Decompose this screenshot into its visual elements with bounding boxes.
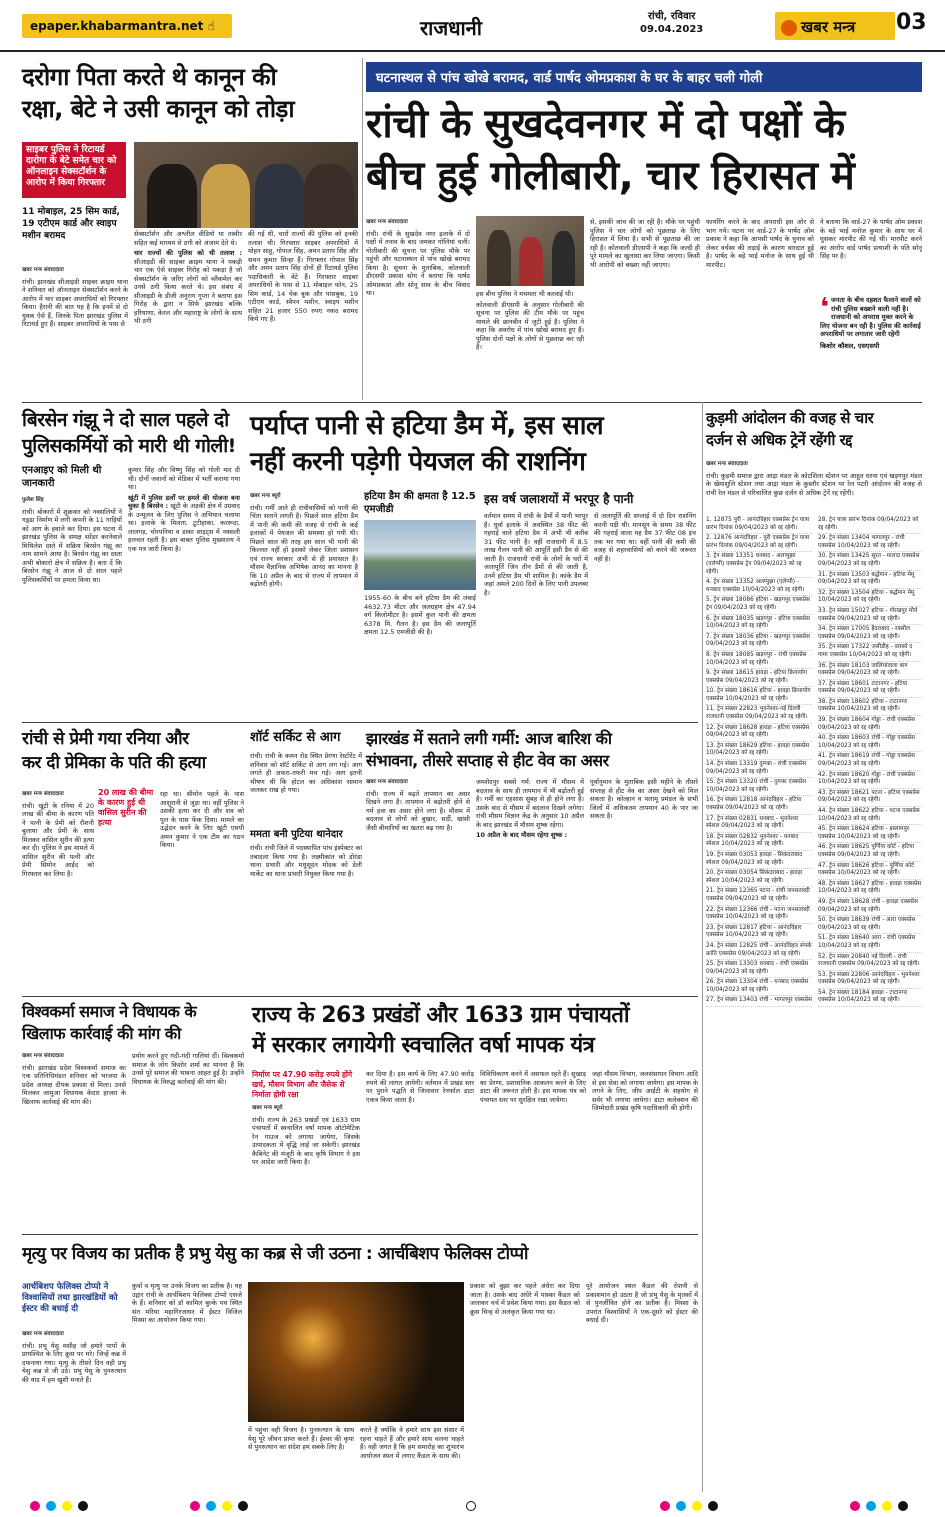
- subhead: खूंटी में पुलिस डर्लों पर हमले की योजना बना चुका है बिरसेन :: [128, 493, 240, 510]
- maoist-col-1: [22, 496, 122, 716]
- paragraph: कोतवाली डीएसपी के अनुसार गोलीबारी की सूचना पर पुलिस की टीम मौके पर पहुंच मामले की छानबीन में जुटी हुई है। पुलिस ने कहा कि अवरोध में पांच खोखे बरामद हुए हैं। पुलिस दोनों पक्षों के लोगों से पूछताछ कर रही है।: [476, 300, 584, 351]
- firing-blue-banner: घटनास्थल से पांच खोखे बरामद, वार्ड पार्षद ओमप्रकाश के घर के बाहर चली गोली: [366, 62, 922, 92]
- police-seized-items: 11 मोबाइल, 25 सिम कार्ड, 19 एटीएम कार्ड और स्वाइप मशीन बरामद: [22, 207, 120, 241]
- registration-dot: [882, 1501, 892, 1511]
- photo-caption: इस बीच पुलिस ने मचमता भी करवाई थी।: [476, 290, 574, 298]
- photo-caption: 1955-60 के बीच बने हटिया डैम की लंबाई 4632.73 मीटर और जलग्रहण क्षेत्र 47.94 वर्ग किलोमीटर है। इसमें कुल पानी की क्षमता 6378 मि. गैलन है। इस डैम की जलापूर्ति क्षमता 12.5 एमजीडी की है।: [364, 594, 476, 636]
- cancelled-train-item: 36. ट्रेन संख्या 18103 जालियांवाला बाग एक्सप्रेस 09/04/2023 को रद्द रहेगी।: [818, 662, 922, 680]
- paragraph: रांची। झारखंड सीआइडी साइबर क्राइम थाना ने शनिवार को ऑनलाइन सेक्सटॉर्शन करने के आरोप में चार साइबर अपराधियों को गिरफ्तार किया। हैरानी की बात यह है कि इनमें से दो युवक ऐसे हैं, जिनके पिता झारखंड पुलिस में रिटायर्ड हुए हैं। साइबर अपराधियों के पास से: [22, 277, 128, 328]
- person-figure: [147, 164, 196, 229]
- brand-mark-icon: [781, 20, 797, 36]
- water-reservoirs-subhead: इस वर्ष जलाशयों में भरपूर है पानी: [484, 492, 634, 506]
- paragraph: रांची। रांची के कमन रोड स्थित प्रेरणा रेस्टोरेंट में शनिवार को शॉर्ट सर्किट से आग लग गई। आग लगते ही अफरा-तफरी मच गई। आग इतनी भीषण थी कि होटल का अधिकांश सामान जलकर राख हो गया।: [250, 752, 362, 794]
- subhead: 10 अप्रैल के बाद मौसम रहेगा शुष्क :: [476, 831, 568, 839]
- heat-col-1: [366, 778, 470, 990]
- firing-col-5: [820, 218, 922, 288]
- city-day: रांची, रविवार: [647, 11, 696, 22]
- edition-date: [640, 10, 703, 36]
- fire-subhead: ममता बनी पुटिया थानेदार: [250, 829, 343, 840]
- cancelled-train-item: 39. ट्रेन संख्या 18604 गोड्डा - रांची एक्सप्रेस 09/04/2023 को रद्द रहेगी।: [818, 716, 922, 734]
- byline: खबर मन्त्र संवाददाता: [22, 1053, 64, 1059]
- paragraph: खूंटी के अड़की क्षेत्र में उग्रवाद के उन्मूलन के लिए पुलिस ने अभियान चलाया था। इलाके के मिलता, टुटीहाका, कररूदा, लालगड़, चोरपनिया व डाका साइट्स में नक्सली हलचल रहती है। इस बाबत पुलिस मुख्यालय ने एक पत्र जारी किया है।: [128, 502, 240, 553]
- cancelled-train-item: 24. ट्रेन संख्या 12825 रांची - आनंदविहार संपर्क क्रांति एक्सप्रेस 09/04/2023 को रद्द रहेगी।: [706, 942, 812, 960]
- paragraph: रांची। गर्मी आते ही रांचीवासियों को पानी की चिंता सताने लगती है। पिछले साल हटिया डैम में पानी की कमी की वजह से रांची के कई इलाकों में पेयजल की समस्या हो गयी थी। पिछले साल की तरह इस साल भी पानी की किल्लत नहीं हो इसको लेकर जिला प्रशासन एवं राज्य सरकार अभी से ही प्रयासरत है। मौसम वैज्ञानिक अभिषेक आनंद का मानना है कि 10 अप्रैल के बाद से राज्य में तापमान में बढ़ोतरी होगी।: [250, 503, 358, 588]
- rain-gauge-headline-1: राज्य के 263 प्रखंडों और 1633 ग्राम पंचायतों: [252, 1003, 630, 1028]
- paragraph: रांची। रांची के सुखदेव नगर इलाके में दो पक्षों में तनाव के बाद जमकर गोलियां चलीं। गोलीबारी की सूचना पर पुलिस मौके पर पहुंची और घटनास्थल से पांच खोखे बरामद किया है। सूचना के मुताबिक, कोतवाली डीएसपी प्रकाश सोय ने बताया कि पार्षद ओमप्रकाश और सोनू साव के बीच विवाद था।: [366, 229, 470, 297]
- divider: [22, 402, 922, 403]
- cancelled-train-item: 27. ट्रेन संख्या 13403 रांची - भागलपुर एक्सप्रेस: [706, 996, 812, 1007]
- brand-name: खबर मन्त्र: [801, 18, 856, 36]
- vishwakarma-col-2: [132, 1052, 244, 1228]
- firing-scene-photo: [476, 216, 584, 286]
- maoist-headline-1: बिरसेन गंझू ने दो साल पहले दो: [22, 409, 229, 431]
- cancelled-train-item: 1. 12875 पुरी - आनंदविहार एक्सप्रेस ट्रेन यात्रा प्रारंभ दिनांक 09/04/2023 को रद्द रहेगी।: [706, 516, 812, 534]
- cancelled-train-item: 53. ट्रेन संख्या 22806 आनंदविहार - भुवनेश्वर एक्सप्रेस 09/04/2023 को रद्द रहेगी।: [818, 971, 922, 989]
- murder-col-1: [22, 790, 94, 990]
- person-figure: [487, 230, 511, 286]
- trains-headline-1: कुड़मी आंदोलन की वजह से चार: [706, 409, 874, 427]
- paragraph: पूरे आयोजन स्थल कैंडल की रोशनी से प्रकाशमान हो उठता है जो प्रभु येसु के मृतकों में से पुनर्जीवित होने का प्रतीक है। मिस्सा के उपरांत विश्वासियों ने एक-दूसरे को ईस्टर की बधाई दी।: [586, 1282, 698, 1324]
- paragraph: वर्तमान समय में रांची के डैमों में पानी भरपूर है। धुर्वा इलाके में अवस्थित 38 फीट की गहराई वाले हटिया डैम में अभी भी करीब 31 फीट पानी है। वहीं राजधानी में 8.5 लाख गैलन पानी की आपूर्ति इसी डैम से की जाती है। राजधानी रांची के लोगों के घरों में जलापूर्ति जिन तीन डैमों से की जाती है, उनमें हटिया डैम भी शामिल है। कांके डैम में जहां अमले 200 दिनों के लिए पानी उपलब्ध है।: [484, 512, 588, 597]
- registration-dot: [78, 1501, 88, 1511]
- cancelled-train-item: 14. ट्रेन संख्या 13319 दुमका - रांची एक्सप्रेस 09/04/2023 को रद्द रहेगी।: [706, 760, 812, 778]
- fire-headline: शॉर्ट सर्किट से आग: [250, 730, 341, 745]
- vishwakarma-headline-2: खिलाफ कार्रवाई की मांग की: [22, 1024, 181, 1043]
- cancelled-train-item: 42. ट्रेन संख्या 18620 गोड्डा - रांची एक्सप्रेस 10/04/2023 को रद्द रहेगी।: [818, 771, 922, 789]
- registration-dot: [46, 1501, 56, 1511]
- cancelled-train-item: 47. ट्रेन संख्या 18626 हटिया - पूर्णिया कोर्ट एक्सप्रेस 10/04/2023 को रद्द रहेगी।: [818, 862, 922, 880]
- byline: खबर मन्त्र संवाददाता: [22, 267, 64, 273]
- cancelled-train-item: 34. ट्रेन संख्या 17005 हैदराबाद - रक्सौल एक्सप्रेस 09/04/2023 को रद्द रहेगी।: [818, 625, 922, 643]
- paragraph: की गई थी, चारों राज्यों की पुलिस को इनकी तलाश थी। गिरफ्तार साइबर अपराधियों में मोहन साहू, गोपाल सिंह, अमन प्रताप सिंह और सचन कुमार सिन्हा हैं। गिरफ्तार गोपाल सिंह और अमन प्रताप सिंह दोनों ही रिटायर्ड पुलिस पदाधिकारी के बेटे हैं। गिरफ्तार साइबर अपराधियों के पास से 11 मोबाइल फोन, 25 सिम कार्ड, 14 चेक बुक और पासबुक, 19 एटीएम कार्ड, स्वैपन मशीन, स्वाइप मशीन सहित 21 हजार 550 रुपए नकद बरामद किये गए हैं।: [248, 230, 358, 323]
- registration-dot: [190, 1501, 200, 1511]
- maoist-subhead: एनआइए को मिली थी जानकारी: [22, 465, 102, 489]
- byline: खबर मन्त्र संवाददाता: [706, 461, 748, 467]
- cancelled-train-item: 11. ट्रेन संख्या 22823 भुवनेश्वर-नई दिल्ली राजधानी एक्सप्रेस 09/04/2023 को रद्द रहेगी।: [706, 705, 812, 723]
- paragraph: कर दिया है। इस कार्य के लिए 47.90 करोड़ रुपये की लागत आयेगी। वर्तमान में प्रखंड स्तर पर पुराने पद्धति से जिलावार रेनफॉल डाटा एकत्र किया जाता है।: [366, 1070, 474, 1104]
- cancelled-train-item: 26. ट्रेन संख्या 13304 रांची - धनबाद एक्सप्रेस 10/04/2023 को रद्द रहेगी।: [706, 978, 812, 996]
- cancelled-trains-list-left: [706, 516, 812, 1490]
- firing-col-4: [706, 218, 814, 398]
- section-title: राजधानी: [420, 16, 482, 40]
- water-col-2: [364, 594, 476, 716]
- cancelled-train-item: 8. ट्रेन संख्या 18085 खड़गपुर - रांची एक्सप्रेस 10/04/2023 को रद्द रहेगी।: [706, 651, 812, 669]
- byline: खबर मन्त्र ब्यूरो: [250, 493, 281, 499]
- cancelled-train-item: 37. ट्रेन संख्या 18601 टाटानगर - हटिया एक्सप्रेस 09/04/2023 को रद्द रहेगी।: [818, 680, 922, 698]
- paragraph: कुर्वा व मृत्यु पर उनके विजय का प्रतीक है। यह उद्गार रांची के आर्चबिशप फेलिक्स टोप्पो एसजे के हैं। शनिवार को डॉ कामिल बुल्के पथ स्थित संत मरिया महागिरजाघर में ईस्टर विजिल मिस्सा का आयोजन किया गया।: [132, 1282, 242, 1324]
- rain-gauge-headline-2: में सरकार लगायेगी स्वचालित वर्षा मापक यंत्र: [252, 1033, 595, 1058]
- fire-col-2: [250, 844, 362, 990]
- cancelled-train-item: 35. ट्रेन संख्या 17322 जसीडीह - वास्को द गामा एक्सप्रेस 10/04/2023 को रद्द रहेगी।: [818, 643, 922, 661]
- divider: [22, 996, 698, 997]
- vishwakarma-col-1: [22, 1052, 126, 1228]
- heat-headline-2: संभावना, तीसरे सप्ताह से हीट वेव का असर: [366, 751, 609, 770]
- person-figure: [201, 164, 250, 229]
- murder-red-inset: 20 लाख की बीमा के कारण हुई थी वासिल सुरीन की हत्या: [98, 788, 154, 827]
- cancelled-train-item: 52. ट्रेन संख्या 20840 नई दिल्ली - रांची राजधानी एक्सप्रेस 09/04/2023 को रद्द रहेगी।: [818, 953, 922, 971]
- cancelled-train-item: 22. ट्रेन संख्या 12366 रांची - पटना जनशताब्दी एक्सप्रेस 10/04/2023 को रद्द रहेगी।: [706, 906, 812, 924]
- paragraph: से जलापूर्ति की सप्लाई में दो दिन राशनिंग करनी पड़ी थी। मानसून के समय 38 फीट की गहराई वाला यह डैम 37 फीट 08 इंच तक भर गया था। वहीं पानी की कमी की वजह से शहरवासियों को करने की जरूरत नहीं है।: [594, 512, 696, 563]
- cancelled-train-item: 48. ट्रेन संख्या 18627 हटिया - हावड़ा एक्सप्रेस 10/04/2023 को रद्द रहेगी।: [818, 880, 922, 898]
- cancelled-train-item: 29. ट्रेन संख्या 13404 भागलपुर - रांची एक्सप्रेस 10/04/2023 को रद्द रहेगी।: [818, 534, 922, 552]
- murder-headline-2: कर दी प्रेमिका के पति की हत्या: [22, 753, 206, 773]
- column-rule: [702, 402, 703, 1492]
- water-capacity-subhead: हटिया डैम की क्षमता है 12.5 एमजीडी: [364, 491, 476, 515]
- cancelled-train-item: 12. ट्रेन संख्या 18628 हावड़ा - हटिया एक्सप्रेस 09/04/2023 को रद्द रहेगी।: [706, 724, 812, 742]
- byline: खबर मन्त्र संवाददाता: [22, 1331, 64, 1337]
- paragraph: रांची। कुड़मी समाज द्वारा आद्रा मंडल के कोटशिला स्टेशन पर आहूत धरना एवं खड़गपुर मंडल के खेमाशुलि स्टेशन तथा आद्रा मंडल के कुस्तौर स्टेशन पर रेल पटरी आंदोलन की वजह से रांची रेल मंडल से परिचालित कुछ दर्जन से अधिक ट्रेनें रद्द रहेंगी।: [706, 471, 922, 497]
- cancelled-train-item: 28. ट्रेन यात्रा प्रारंभ दिनांक 09/04/2023 को रद्द रहेगी।: [818, 516, 922, 534]
- cancelled-train-item: 7. ट्रेन संख्या 18036 हटिया - खड़गपुर एक्सप्रेस 09/04/2023 को रद्द रहेगी।: [706, 633, 812, 651]
- registration-dot: [708, 1501, 718, 1511]
- paragraph: रांची। खूंटी के रनिया में 20 लाख की बीमा के कारण पति ने पत्नी के प्रेमी को रौशनी बुलाया और प्रेमी के साथ मिलकर वासिल सुरीन की हत्या कर दी। पुलिस ने इस मामले में वासिल सुरीन की पत्नी और प्रेमी सिमोन आईंद को गिरफ्तार कर लिया है।: [22, 801, 94, 878]
- paragraph: जमशेदपुर सबसे गर्म: राज्य में मौसम में बदलाव के साथ ही तापमान में भी बढ़ोतरी हुई है। गर्मी का एहसास सुबह से ही होने लगा है। उसके बाद से मौसम में बदलाव दिखने लगेगा। रांची मौसम विज्ञान केंद्र के अनुसार 10 अप्रैल के बाद झारखंड में मौसम शुष्क रहेगा।: [476, 778, 584, 829]
- fire-col-1: [250, 752, 362, 822]
- rain-gauge-col-1: [252, 1104, 360, 1228]
- police-red-box: साइबर पुलिस ने रिटायर्ड दारोगा के बेटे समेत चार को ऑनलाइन सेक्सटॉर्शन के आरोप में किया गिरफ्तार: [22, 142, 126, 198]
- paragraph: प्रयोग करने हुए गंदी-गंदी गालियां दीं। विश्वकर्मा समाज के लोग किशोर शर्मा का मानना है कि उनसे पूरे समाज की भावना आहत हुई है। उन्होंने विधायक के विरुद्ध कार्रवाई की मांग की।: [132, 1052, 244, 1086]
- rain-gauge-subhead: निर्माण पर 47.90 करोड़ रुपये होंगे खर्च, मौसम विभाग और जैसेक से निर्माता होगी रक्षा: [252, 1070, 353, 1099]
- heat-headline-1: झारखंड में सताने लगी गर्मी: आज बारिश की: [366, 729, 612, 748]
- paragraph: फायरिंग करने के बाद अपराधी इस ओर से भाग गये। घटना पर वार्ड-27 के पार्षद ओम प्रकाश ने कहा कि आपसी पार्षद के चुनाव को लेकर वर्चस्व की लड़ाई के कारण वारदात हुई है। पार्षद के बड़े भाई मनोज के साथ हुई थी मारपीट।: [706, 218, 814, 269]
- police-headline-2: रक्षा, बेटे ने उसी कानून को तोड़ा: [22, 95, 295, 123]
- rain-gauge-col-2: [366, 1070, 474, 1228]
- cancelled-train-item: 51. ट्रेन संख्या 18640 आरा - रांची एक्सप्रेस 10/04/2023 को रद्द रहेगी।: [818, 934, 922, 952]
- murder-headline-1: रांची से प्रेमी गया रनिया और: [22, 729, 189, 749]
- heat-col-2: [476, 778, 584, 990]
- byline: खबर मन्त्र संवाददाता: [22, 791, 64, 797]
- paragraph: सेक्सटॉर्शन और अश्लील वीडियो या तस्वीर सहित कई माध्यम से ठगी को अंजाम देते थे।: [134, 230, 242, 247]
- easter-col-3: [248, 1426, 354, 1492]
- police-col-2: [134, 230, 242, 398]
- firing-col-1: [366, 218, 470, 398]
- registration-dot: [660, 1501, 670, 1511]
- cancelled-train-item: 43. ट्रेन संख्या 18621 पटना - हटिया एक्सप्रेस 09/04/2023 को रद्द रहेगी।: [818, 789, 922, 807]
- paragraph: रांची। प्रभु येसु मसीह जो हमारे पापों के प्रायश्चित के लिए क्रूस पर मरे। जिन्हें कब्र में दफनाया गया। मृत्यु के तीसरे दिन वही प्रभु येसु कब्र से जी उठे। प्रभु येसु के पुनरुत्थान की याद में हम खुशी मनाते हैं।: [22, 1341, 126, 1384]
- maoist-col-2: [128, 466, 240, 716]
- registration-dot: [866, 1501, 876, 1511]
- easter-col-2: [132, 1282, 242, 1492]
- heat-col-3: [590, 778, 698, 990]
- registration-crosshair-icon: [466, 1501, 476, 1511]
- brand-logo: [775, 12, 895, 40]
- cancelled-train-item: 17. ट्रेन संख्या 02831 धनबाद - भुवनेश्वर स्पेशल 09/04/2023 को रद्द रहेगी।: [706, 815, 812, 833]
- water-col-1: [250, 492, 358, 716]
- divider: [22, 1234, 698, 1235]
- subhead: चार राज्यों की पुलिस को थी तलाश :: [134, 249, 242, 257]
- quote-author: किशोर कौशल, एसएसपी: [820, 341, 880, 350]
- registration-dot: [62, 1501, 72, 1511]
- registration-dot: [238, 1501, 248, 1511]
- cancelled-train-item: 41. ट्रेन संख्या 18619 रांची - गोड्डा एक्सप्रेस 09/04/2023 को रद्द रहेगी।: [818, 752, 922, 770]
- registration-dot: [206, 1501, 216, 1511]
- firing-col-2: [476, 290, 584, 398]
- easter-col-6: [586, 1282, 698, 1492]
- ssp-quote: [820, 293, 922, 398]
- police-col-1: [22, 266, 128, 398]
- maoist-headline-2: पुलिसकर्मियों को मारी थी गोली!: [22, 435, 236, 457]
- easter-subhead: आर्चबिशप फेलिक्स टोप्पो ने विश्वासियों तथा झारखंडियों को ईस्टर की बधाई दी: [22, 1282, 118, 1314]
- easter-col-5: [470, 1282, 580, 1492]
- paragraph: रांची। रांची जिले में पदस्थापित पांच इंस्पेक्टर का तबादला किया गया है। लक्ष्मीकांत को डोरंडा थाना प्रभारी और मधुसूदन मोदक को डेली मार्केट का थाना प्रभारी नियुक्त किया गया है।: [250, 844, 362, 878]
- cursor-icon: ☝: [207, 19, 215, 33]
- site-url-badge[interactable]: [22, 14, 232, 38]
- column-rule: [362, 58, 363, 400]
- cancelled-train-item: 30. ट्रेन संख्या 13425 सूरत - मालदा एक्सप्रेस 09/04/2023 को रद्द रहेगी।: [818, 552, 922, 570]
- paragraph: कुमार सिंह और विष्णु सिंह को गोली मार दी थी। दोनों जवानों को मेडिका में भर्ती कराया गया था।: [128, 466, 240, 491]
- easter-col-4: [360, 1426, 464, 1492]
- firing-col-3: [590, 218, 700, 398]
- cancelled-train-item: 23. ट्रेन संख्या 12817 हटिया - आनंदविहार एक्सप्रेस 10/04/2023 को रद्द रहेगी।: [706, 924, 812, 942]
- print-registration-marks: [0, 1496, 945, 1517]
- date-text: 09.04.2023: [640, 24, 704, 35]
- paragraph: रांची। राज्य के 263 प्रखंडों एवं 1633 ग्राम पंचायतों में स्वचालित वर्षा मापक ऑटोमेटिक रेन गाउज को लगाया जायेगा, जिसके उत्पादकता में वृद्धि लाई जा सकेगी। झारखंड कैबिनेट की मंजूरी के बाद कृषि विभाग ने इस पर आदेश जारी किया है।: [252, 1115, 360, 1166]
- paragraph: रांची। राज्य में बढ़ते तापमान का असर दिखने लगा है। तापमान में बढ़ोतरी होने से गर्म हवा का असर होने लगा है। मौसम में बदलाव से लोगों को बुखार, सर्दी, खांसी जैसी बीमारियों का खतरा बढ़ गया है।: [366, 789, 470, 832]
- quote-mark-icon: ❛: [820, 293, 830, 323]
- cancelled-train-item: 18. ट्रेन संख्या 02832 भुवनेश्वर - धनबाद स्पेशल 10/04/2023 को रद्द रहेगी।: [706, 833, 812, 851]
- cancelled-train-item: 4. ट्रेन संख्या 13352 अलप्पुझा (एलेप्पी) - धनबाद एक्सप्रेस 10/04/2023 को रद्द रहेगी।: [706, 578, 812, 596]
- paragraph: में पहुंचा वही विजय है। पुनरुत्थान के साथ येसु पूरे जीवन प्राप्त करते हैं। ईश्वर की कृपा से पुनरुत्थान का संदेश हम सबके लिए है।: [248, 1426, 354, 1451]
- trains-intro: [706, 460, 922, 510]
- cancelled-train-item: 13. ट्रेन संख्या 18629 हटिया - हावड़ा एक्सप्रेस 10/04/2023 को रद्द रहेगी।: [706, 742, 812, 760]
- cancelled-train-item: 46. ट्रेन संख्या 18625 पूर्णिया कोर्ट - हटिया एक्सप्रेस 09/04/2023 को रद्द रहेगी।: [818, 843, 922, 861]
- cancelled-train-item: 40. ट्रेन संख्या 18603 रांची - गोड्डा एक्सप्रेस 10/04/2023 को रद्द रहेगी।: [818, 734, 922, 752]
- byline: खबर मन्त्र संवाददाता: [366, 779, 408, 785]
- police-headline-1: दरोगा पिता करते थे कानून की: [22, 63, 277, 91]
- cancelled-train-item: 25. ट्रेन संख्या 13303 धनबाद - रांची एक्सप्रेस 09/04/2023 को रद्द रहेगी।: [706, 960, 812, 978]
- trains-headline-2: दर्जन से अधिक ट्रेनें रहेंगी रद्द: [706, 431, 852, 449]
- cancelled-train-item: 6. ट्रेन संख्या 18035 खड़गपुर - हटिया एक्सप्रेस 10/04/2023 को रद्द रहेगी।: [706, 615, 812, 633]
- arrested-persons-photo: [134, 142, 358, 228]
- cancelled-train-item: 33. ट्रेन संख्या 15027 हटिया - गोरखपुर मौर्य एक्सप्रेस 09/04/2023 को रद्द रहेगी।: [818, 607, 922, 625]
- cancelled-train-item: 44. ट्रेन संख्या 18622 हटिया - पटना एक्सप्रेस 10/04/2023 को रद्द रहेगी।: [818, 807, 922, 825]
- quote-text: जनता के बीच दहशत फैलाने वालों को रांची पुलिस बख्शने वाली नहीं है। राजधानी को अपराध मुक्त करने के लिए योजना बन रही है। पुलिस की कार्रवाई अपराधियों पर लगातार जारी रहेगी: [820, 296, 921, 338]
- cancelled-train-item: 32. ट्रेन संख्या 13504 हटिया - बर्द्धमान मेमू 10/04/2023 को रद्द रहेगी।: [818, 589, 922, 607]
- vishwakarma-headline-1: विश्वकर्मा समाज ने विधायक के: [22, 1002, 197, 1021]
- cancelled-train-item: 45. ट्रेन संख्या 18624 हटिया - इस्लामपुर एक्सप्रेस 10/04/2023 को रद्द रहेगी।: [818, 825, 922, 843]
- water-col-3: [484, 512, 588, 716]
- firing-headline-2: बीच हुई गोलीबारी, चार हिरासत में: [366, 153, 855, 199]
- cancelled-train-item: 50. ट्रेन संख्या 18639 रांची - आरा एक्सप्रेस 09/04/2023 को रद्द रहेगी।: [818, 916, 922, 934]
- paragraph: करते है क्योंकि वे हमारे साथ इस संसार में रहना चाहते हैं और हमारे साथ चलना चाहते हैं। वही जगत है कि हम समारोह का शुभारंभ आयोजन स्थल में लगाए कैंडल के साथ की।: [360, 1426, 464, 1460]
- cancelled-train-item: 19. ट्रेन संख्या 03053 हावड़ा - सिकंदराबाद स्पेशल 09/04/2023 को रद्द रहेगी।: [706, 851, 812, 869]
- cancelled-train-item: 49. ट्रेन संख्या 18628 रांची - हावड़ा एक्सप्रेस 09/04/2023 को रद्द रहेगी।: [818, 898, 922, 916]
- paragraph: रांची। बोकारो में शुक्रवार को नक्सलियों ने गड़्ढा निर्माण में लगी कंपनी के 11 गाड़ियों को आग के हवाले कर दिया। इस घटना में झारखंड पुलिस के समक्ष सरेंडर करनेवाले मिथिलेश दस्ते में सक्रिय बिरसेन गंझू का नाम सामने आया है। बिरसेन गंझू का दस्ता अभी बोकारो क्षेत्र में सक्रिय है। बता दें कि बिरसेन गंझू ने आज से दो साल पहले पुलिसकर्मियों पर हमला किया था।: [22, 507, 122, 584]
- page-number: 03: [896, 10, 927, 35]
- hatia-dam-photo: [364, 520, 476, 590]
- masthead: [0, 0, 945, 52]
- cancelled-train-item: 31. ट्रेन संख्या 13503 बर्द्धमान - हटिया मेमू 09/04/2023 को रद्द रहेगी।: [818, 571, 922, 589]
- registration-dot: [676, 1501, 686, 1511]
- rain-gauge-col-4: [592, 1070, 698, 1228]
- water-headline-1: पर्याप्त पानी से हटिया डैम में, इस साल: [250, 411, 604, 441]
- person-figure: [255, 164, 304, 229]
- police-col-3: [248, 230, 358, 398]
- byline: फुलेश सिंह: [22, 497, 44, 503]
- divider: [22, 722, 698, 723]
- paragraph: सीआइडी की साइबर क्राइम थाना ने पकड़ी चार एक ऐसे साइबर गिरोह को पकड़ा है जो सेक्सटॉर्शन के जरिए लोगों को ब्लैकमेल कर उनसे ठगी किया करते थे। इस संबंध में सीआइडी के डीजी अनुराग गुप्ता ने बताया इस गिरोह के द्वारा न सिर्फ झारखंड बल्कि हरियाणा, केरल और महाराष्ट्र के लोगों के साथ भी ठगी: [134, 257, 242, 325]
- cancelled-train-item: 20. ट्रेन संख्या 03054 सिकंदराबाद - हावड़ा स्पेशल 10/04/2023 को रद्द रहेगी।: [706, 869, 812, 887]
- paragraph: प्रकाश को बुझा कर पहले अंधेरा कर दिया जाता है। उसके बाद अंधेरे में पास्का कैंडल को जलाकर चर्च में प्रवेश किया गया। इस कैंडल को क्रूस चिन्ह से अलंकृत किया गया था।: [470, 1282, 580, 1316]
- person-figure: [304, 164, 353, 229]
- registration-dot: [692, 1501, 702, 1511]
- easter-col-1: [22, 1330, 126, 1492]
- paragraph: रहा था। सीमोन पहले के पास आशुरानी से जुड़ा था। वहीं पुलिस ने उसकी हत्या कर दी और शव को पुल के पास फेंक दिया। मामले का उद्भेदन करने के लिए खूंटी एसपी अमन कुमार ने एक टीम का गठन किया।: [160, 790, 244, 849]
- paragraph: ने बताया कि वार्ड-27 के पार्षद ओम प्रकाश के बड़े भाई मनोज कुमार के साथ घर में घुसकर मारपीट की गई थी। मारपीट करने का आरोप वार्ड पार्षद प्रत्याशी के पति सोनू सिंह पर है।: [820, 218, 922, 260]
- easter-vigil-photo: [248, 1282, 464, 1422]
- cancelled-train-item: 2. 12876 आनंदविहार - पुरी एक्सप्रेस ट्रेन यात्रा प्रारंभ दिनांक 09/04/2023 को रद्द रहेगी।: [706, 534, 812, 552]
- cancelled-train-item: 3. ट्रेन संख्या 13351 धनबाद - अलप्पुझा (एलेप्पी) एक्सप्रेस ट्रेन 09/04/2023 को रद्द रहेगी।: [706, 552, 812, 578]
- cancelled-train-item: 9. ट्रेन संख्या 18615 हावड़ा - हटिया क्रियायोग एक्सप्रेस 09/04/2023 को रद्द रहेगी।: [706, 669, 812, 687]
- byline: खबर मन्त्र संवाददाता: [366, 219, 408, 225]
- person-figure: [519, 237, 543, 286]
- paragraph: जहां मौसम विभाग, जलसंसाधन विभाग आदि से इस सेवा को लगाया जायेगा। इस मापक के लगने के लिए, जीप आईटी के सहयोग से सर्वर भी लगाया जायेगा। डाटा कलेक्शन की जिम्मेदारी प्रखंड कृषि पदाधिकारी की होगी।: [592, 1070, 698, 1112]
- site-url-text[interactable]: epaper.khabarmantra.net: [30, 19, 204, 33]
- registration-dot: [850, 1501, 860, 1511]
- water-col-4: [594, 512, 696, 716]
- paragraph: रांची। झारखंड प्रदेश विश्वकर्मा समाज का एक प्रतिनिधिमंडल शनिवार को भाजपा के प्रदेश अध्यक्ष दीपक प्रकाश से मिला। उनसे मिलकर जामुआ विधायक केदार हाजरा के खिलाफ कार्रवाई की मांग की।: [22, 1063, 126, 1106]
- cancelled-trains-list-right: [818, 516, 922, 1490]
- easter-headline: मृत्यु पर विजय का प्रतीक है प्रभु येसु का कब्र से जी उठना : आर्चबिशप फेलिक्स टोप्पो: [22, 1244, 528, 1264]
- murder-col-2: [160, 790, 244, 990]
- cancelled-train-item: 10. ट्रेन संख्या 18616 हटिया - हावड़ा क्रियायोग एक्सप्रेस 10/04/2023 को रद्द रहेगी।: [706, 687, 812, 705]
- cancelled-train-item: 5. ट्रेन संख्या 18086 हटिया - खड़गपुर एक्सप्रेस ट्रेन 09/04/2023 को रद्द रहेगी।: [706, 596, 812, 614]
- cancelled-train-item: 38. ट्रेन संख्या 18602 हटिया - टाटानगर एक्सप्रेस 10/04/2023 को रद्द रहेगी।: [818, 698, 922, 716]
- firing-headline-1: रांची के सुखदेवनगर में दो पक्षों के: [366, 101, 845, 147]
- registration-dot: [30, 1501, 40, 1511]
- paragraph: विविधिकरण करने में असफल रहते हैं। सुखाड़ का प्रेरणा, प्रशासनिक आकलन करने के लिए डाटा की जरूरत होती है। इस मापक यंत्र को पंचायत स्तर पर सुरक्षित रखा जायेगा।: [480, 1070, 586, 1104]
- cancelled-train-item: 54. ट्रेन संख्या 18184 हावड़ा - टाटानगर एक्सप्रेस 10/04/2023 को रद्द रहेगी।: [818, 989, 922, 1007]
- person-figure: [552, 231, 576, 286]
- byline: खबर मन्त्र ब्यूरो: [252, 1105, 283, 1111]
- cancelled-train-item: 21. ट्रेन संख्या 12365 पटना - रांची जनशताब्दी एक्सप्रेस 09/04/2023 को रद्द रहेगी।: [706, 887, 812, 905]
- rain-gauge-col-3: [480, 1070, 586, 1228]
- water-headline-2: नहीं करनी पड़ेगी पेयजल की राशनिंग: [250, 447, 586, 477]
- paragraph: पूर्वानुमान के मुताबिक इसी महीने के तीसरे सप्ताह से हीट वेव का असर देखने को मिल सकता है। कोल्हान व पलामू प्रमंडल के सभी जिलों में अधिकतम तापमान 40 के पार जा सकता है।: [590, 778, 698, 820]
- cancelled-train-item: 16. ट्रेन संख्या 12818 आनंदविहार - हटिया एक्सप्रेस 09/04/2023 को रद्द रहेगी।: [706, 796, 812, 814]
- paragraph: से, इसकी जांच की जा रही है। मौके पर पहुंची पुलिस ने चार लोगों को पूछताछ के लिए हिरासत में लिया है। सभी से पूछताछ की जा रही है। कोतवाली डीएसपी ने कहा कि जल्दी ही पूरे मामले का खुलासा कर लिया जाएगा। किसी भी आरोपी को बख्शा नहीं जाएगा।: [590, 218, 700, 269]
- cancelled-train-item: 15. ट्रेन संख्या 13320 रांची - दुमका एक्सप्रेस 10/04/2023 को रद्द रहेगी।: [706, 778, 812, 796]
- registration-dot: [898, 1501, 908, 1511]
- registration-dot: [222, 1501, 232, 1511]
